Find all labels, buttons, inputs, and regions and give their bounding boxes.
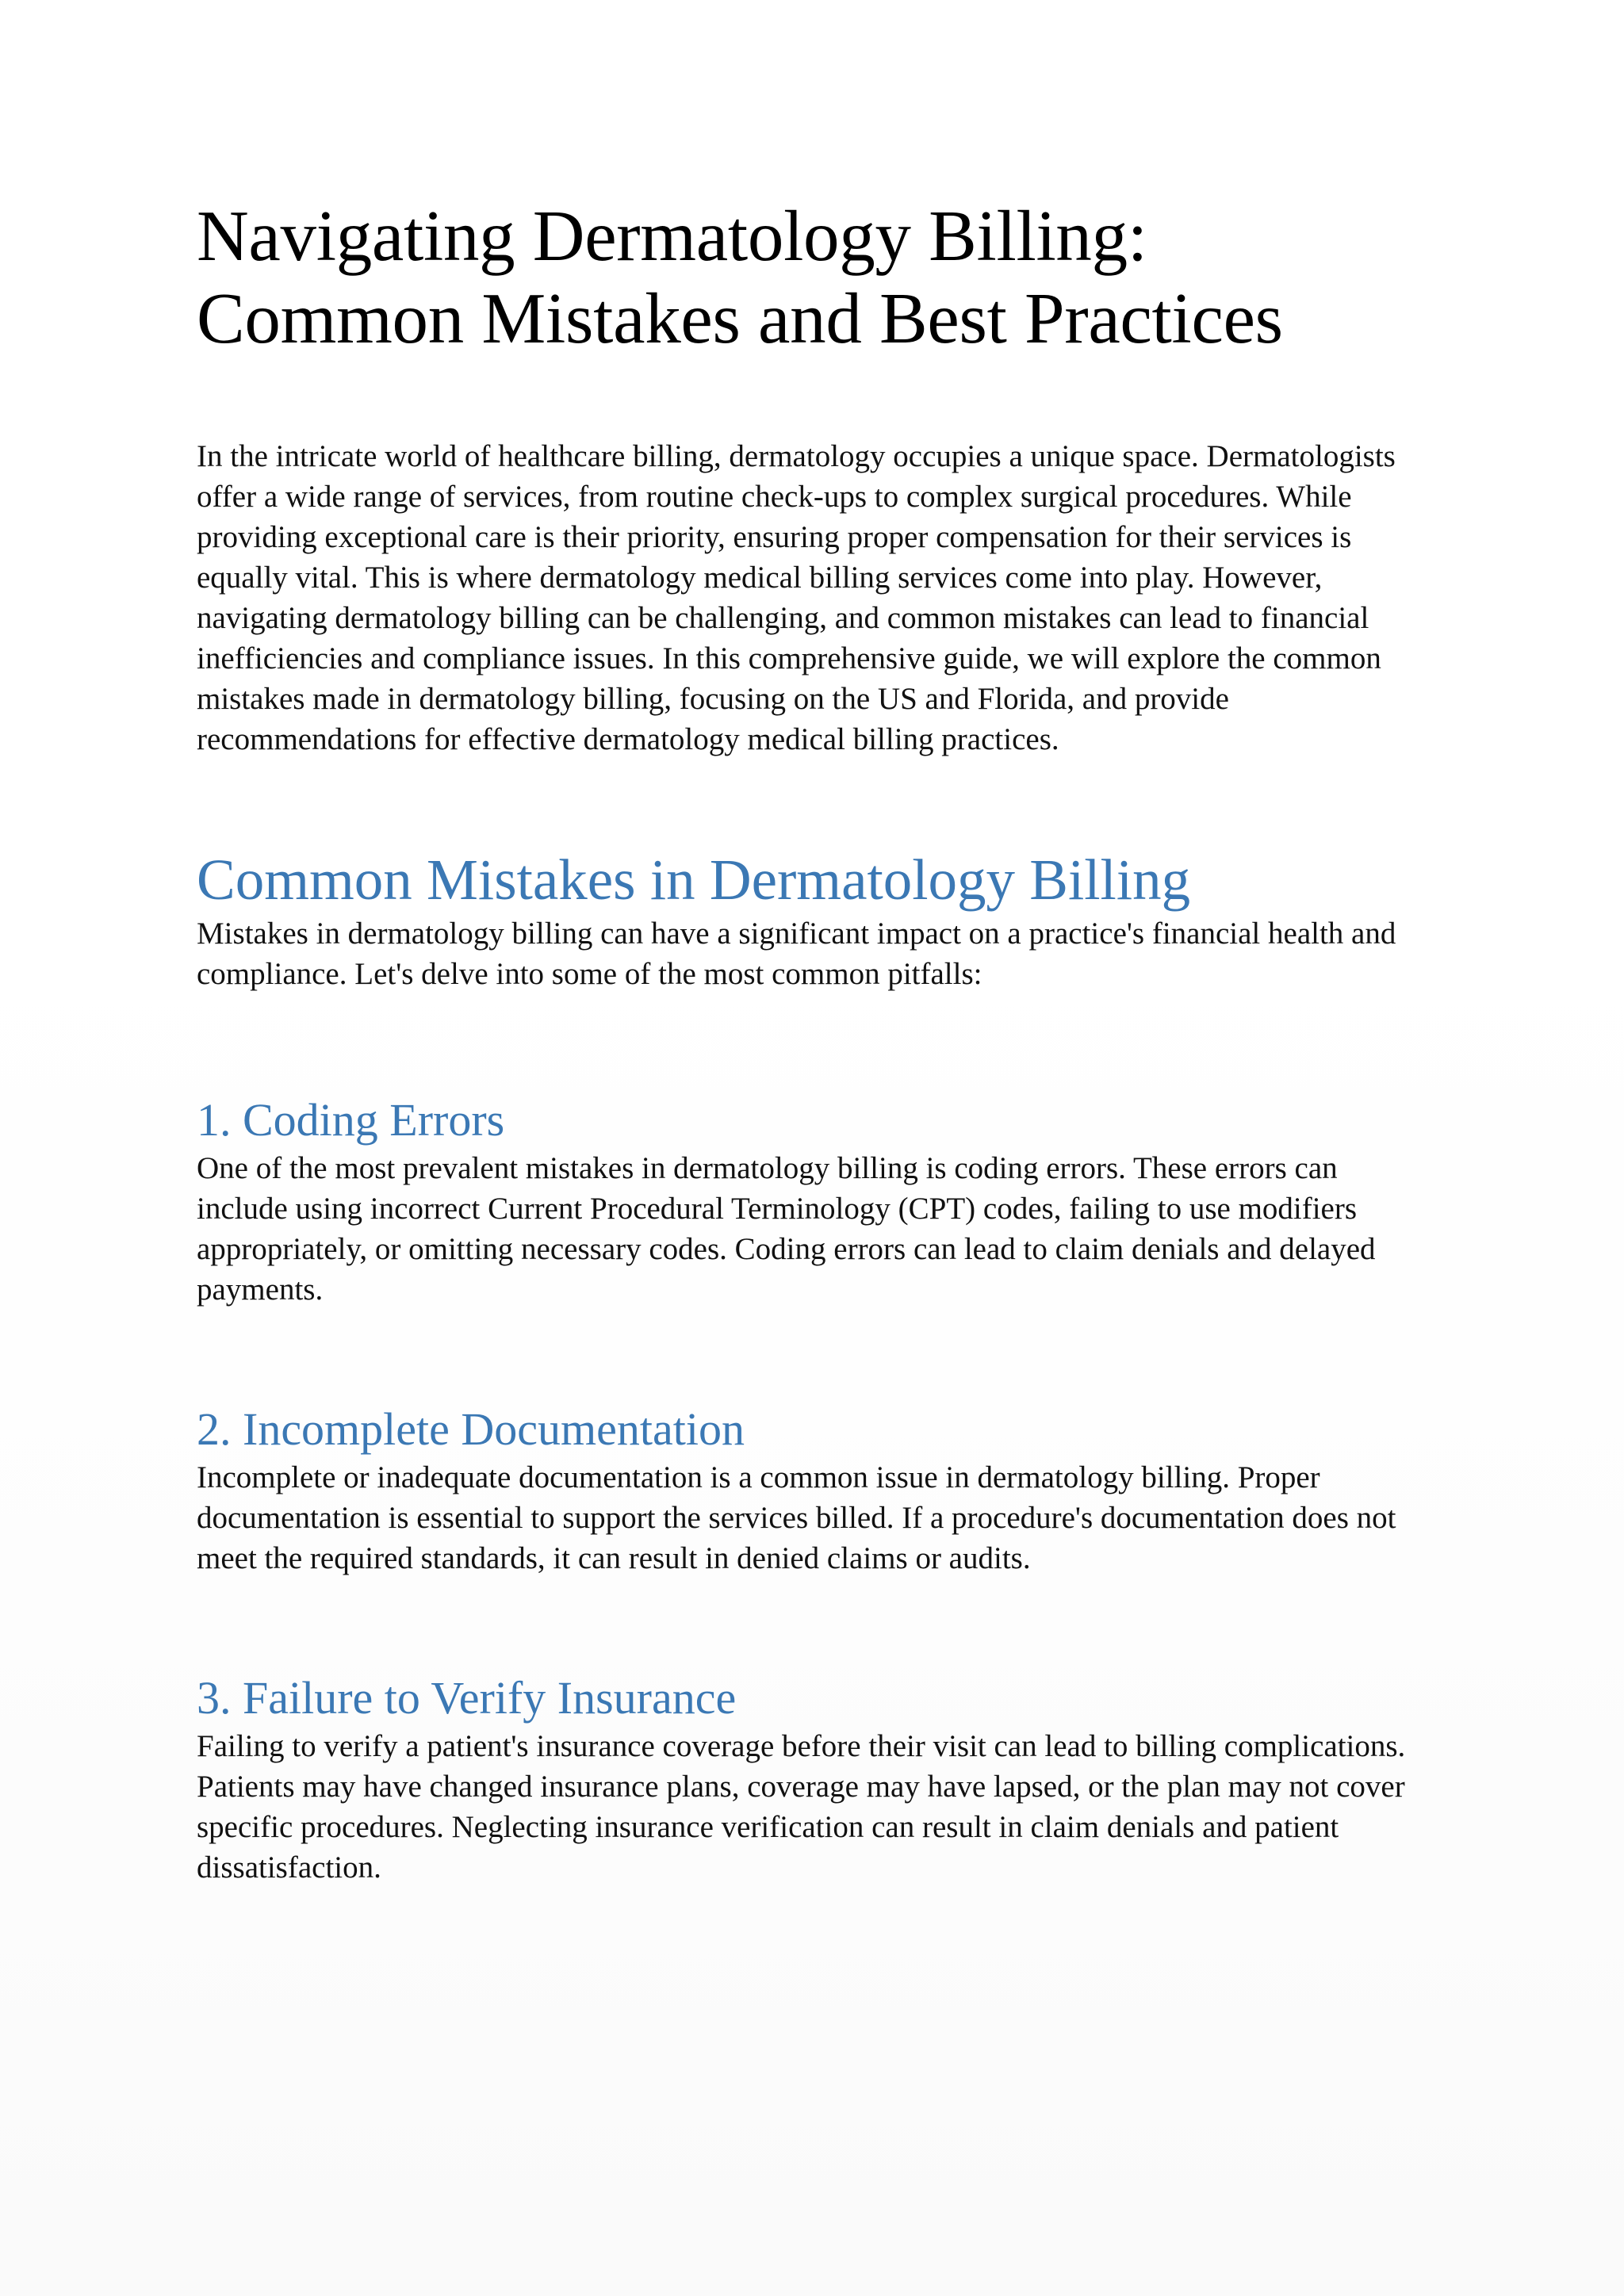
- section-heading: 1. Coding Errors: [197, 1094, 505, 1146]
- section-verify-insurance: [197, 1672, 1434, 1888]
- section-incomplete-documentation: [197, 1403, 1434, 1578]
- document-content: [197, 195, 1434, 1888]
- title-line-1: Navigating Dermatology Billing:: [197, 196, 1147, 276]
- document-title: [197, 195, 1434, 360]
- main-heading: Common Mistakes in Dermatology Billing: [197, 848, 1191, 912]
- title-line-2: Common Mistakes and Best Practices: [197, 278, 1283, 358]
- section-heading: 3. Failure to Verify Insurance: [197, 1672, 737, 1724]
- section-coding-errors: [197, 1094, 1434, 1310]
- main-paragraph: Mistakes in dermatology billing can have a significant impact on a practice's financial health and compliance. Let's delve into some of the most common pitfalls:: [197, 916, 1396, 991]
- section-paragraph: Failing to verify a patient's insurance coverage before their visit can lead to billing complications. Patients may have changed insurance plans, coverage may have lapsed, or the plan may not cover specific procedures. Neglecting insurance verification can result in claim denials and patient dissatisfaction.: [197, 1729, 1406, 1885]
- section-paragraph: Incomplete or inadequate documentation is a common issue in dermatology billing. Proper documentation is essential to support the services billed. If a procedure's documentation does not meet the required standards, it can result in denied claims or audits.: [197, 1460, 1396, 1575]
- intro-paragraph: In the intricate world of healthcare billing, dermatology occupies a unique space. Dermatologists offer a wide range of services, from routine check-ups to complex surgical procedures. While providing exceptional care is their priority, ensuring proper compensation for their services is equally vital. This is where dermatology medical billing services come into play. However, navigating dermatology billing can be challenging, and common mistakes can lead to financial inefficiencies and compliance issues. In this comprehensive guide, we will explore the common mistakes made in dermatology billing, focusing on the US and Florida, and provide recommendations for effective dermatology medical billing practices.: [197, 439, 1396, 756]
- section-paragraph: One of the most prevalent mistakes in dermatology billing is coding errors. These errors can include using incorrect Current Procedural Terminology (CPT) codes, failing to use modifiers appropriately, or omitting necessary codes. Coding errors can lead to claim denials and delayed payments.: [197, 1151, 1376, 1307]
- section-heading: 2. Incomplete Documentation: [197, 1403, 745, 1455]
